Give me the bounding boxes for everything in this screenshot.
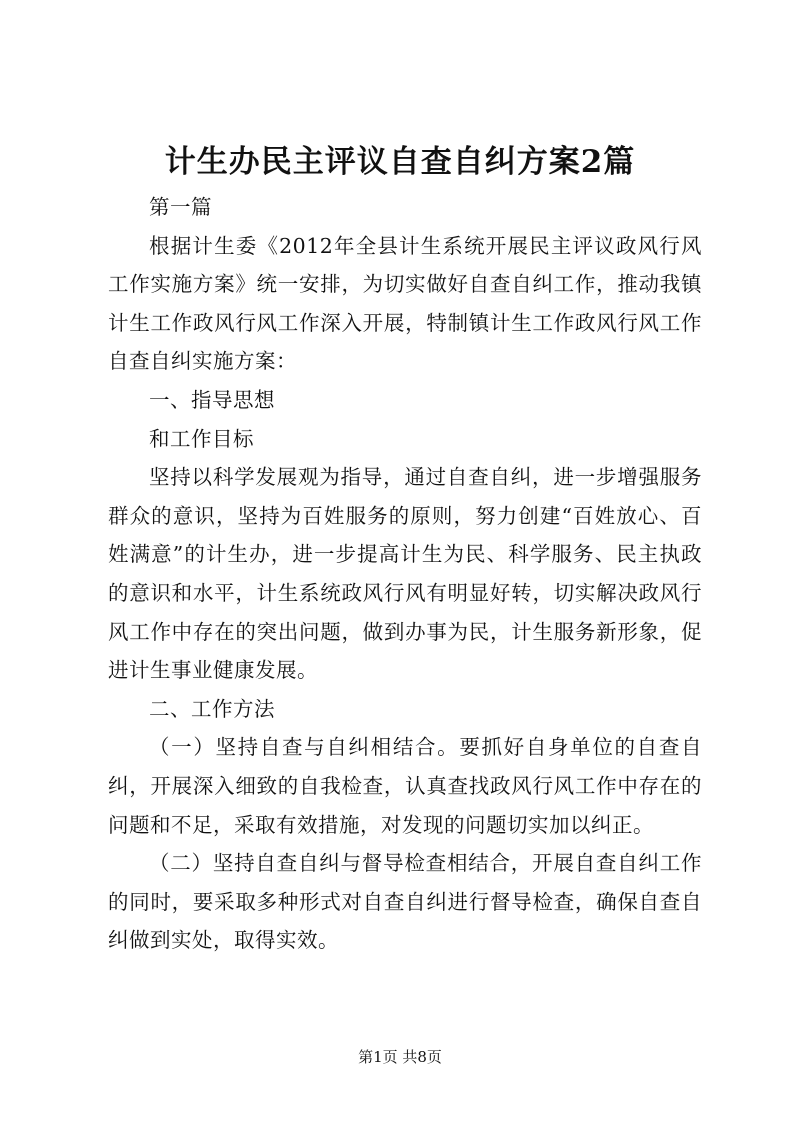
- heading-work-goals: 和工作目标: [149, 426, 254, 451]
- method-paragraph-2: （二）坚持自查自纠与督导检查相结合，开展自查自纠工作的同时，要采取多种形式对自查自纠进行督导检查，确保自查自纠做到实处，取得实效。: [108, 851, 702, 953]
- intro-paragraph: 根据计生委《2012年全县计生系统开展民主评议政风行风工作实施方案》统一安排，为切实做好自查自纠工作，推动我镇计生工作政风行风工作深入开展，特制镇计生工作政风行风工作自查自纠实施方案：: [108, 233, 702, 374]
- goals-paragraph: 坚持以科学发展观为指导，通过自查自纠，进一步增强服务群众的意识，坚持为百姓服务的原则，努力创建“百姓放心、百姓满意”的计生办，进一步提高计生为民、科学服务、民主执政的意识和水平，计生系统政风行风有明显好转，切实解决政风行风工作中存在的突出问题，做到办事为民，计生服务新形象，促进计生事业健康发展。: [108, 465, 702, 683]
- document-title: 计生办民主评议自查自纠方案2篇: [164, 144, 636, 180]
- heading-work-methods: 二、工作方法: [149, 696, 275, 721]
- heading-guiding-thought: 一、指导思想: [149, 387, 275, 412]
- method-paragraph-1: （一）坚持自查与自纠相结合。要抓好自身单位的自查自纠，开展深入细致的自我检查，认真查找政风行风工作中存在的问题和不足，采取有效措施，对发现的问题切实加以纠正。: [108, 735, 702, 837]
- document-body: [108, 188, 702, 960]
- section-label-first: 第一篇: [149, 195, 212, 219]
- page-footer: 第1页 共8页: [358, 1048, 442, 1066]
